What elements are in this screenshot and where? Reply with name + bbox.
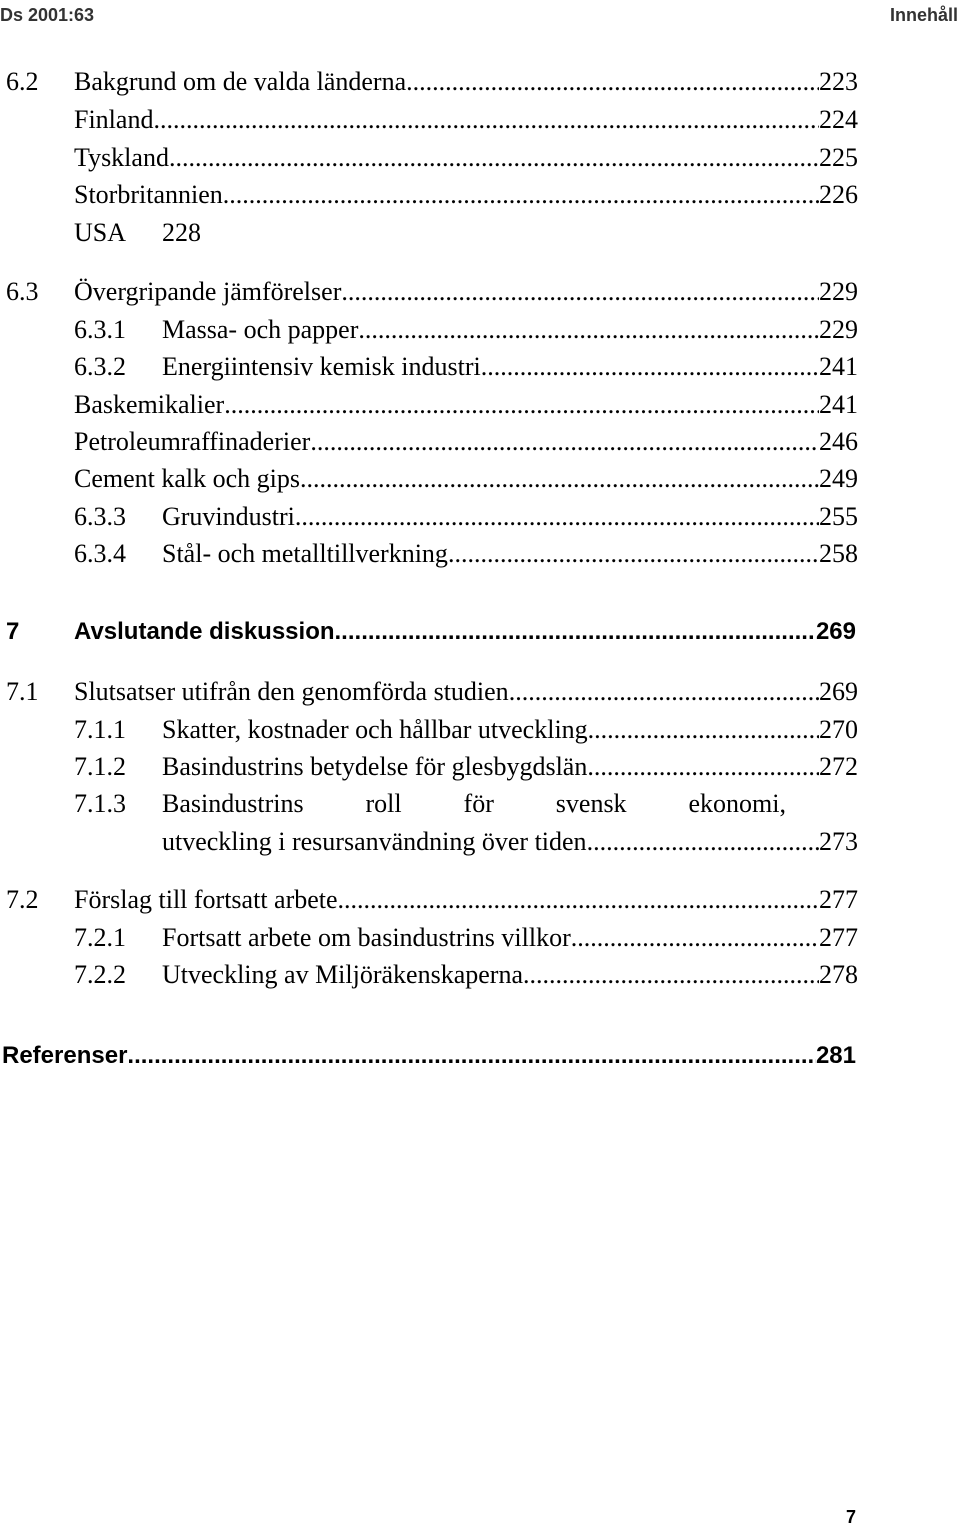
toc-entry-page: 281: [815, 1042, 856, 1069]
toc-entry-title: Cement kalk och gips: [74, 464, 301, 493]
toc-entry-number: 7: [6, 618, 20, 645]
toc-entry-page: 272: [819, 752, 858, 781]
running-header-right: Innehåll: [889, 5, 958, 25]
toc-entry-number: 6.3.4: [74, 539, 126, 568]
title-word: för: [463, 789, 494, 818]
toc-entry-page: 273: [819, 827, 858, 856]
toc-entry-page: 224: [819, 105, 858, 134]
dot-leader: [588, 712, 819, 748]
toc-entry-title: Skatter, kostnader och hållbar utveckling: [162, 715, 588, 744]
toc-entry-title: Petroleumraffinaderier: [74, 427, 311, 456]
toc-entry-title: Energiintensiv kemisk industri: [162, 352, 481, 381]
toc-entry-number: 7.2.2: [74, 960, 126, 989]
toc-entry-page: 277: [819, 923, 858, 952]
toc-entry-number: 7.1.2: [74, 752, 126, 781]
toc-entry-title: Stål- och metalltillverkning: [162, 539, 448, 568]
dot-leader: [406, 64, 819, 100]
dot-leader: [295, 499, 819, 535]
toc-entry-page: 226: [819, 180, 858, 209]
toc-entry-title: Baskemikalier: [74, 390, 225, 419]
toc-entry-page: 269: [815, 618, 856, 645]
dot-leader: [335, 614, 816, 650]
toc-entry-number: 7.1.1: [74, 715, 126, 744]
toc-entry-page: 277: [819, 885, 858, 914]
dot-leader: [587, 749, 819, 785]
toc-entry-number: 6.2: [6, 67, 39, 96]
toc-entry-number: 6.3.1: [74, 315, 126, 344]
toc-entry-title: Basindustrins betydelse för glesbygdslän: [162, 752, 588, 781]
dot-leader: [300, 461, 819, 497]
toc-entry-title: Bakgrund om de valda länderna: [74, 67, 407, 96]
toc-entry-page: 229: [819, 277, 858, 306]
dot-leader: [481, 349, 819, 385]
toc-entry-page: 241: [819, 390, 858, 419]
dot-leader: [169, 140, 819, 176]
toc-entry-page: 258: [819, 539, 858, 568]
title-word: svensk: [555, 789, 627, 818]
toc-entry-title: Referenser: [2, 1042, 128, 1069]
dot-leader: [127, 1038, 816, 1074]
toc-entry-page: 269: [819, 677, 858, 706]
toc-entry-number: 7.2.1: [74, 923, 126, 952]
toc-entry-page: 255: [819, 502, 858, 531]
toc-entry-title: Storbritannien: [74, 180, 223, 209]
title-word: Basindustrins: [162, 789, 304, 818]
toc-entry-page: 249: [819, 464, 858, 493]
toc-entry-number: 6.3.3: [74, 502, 126, 531]
page-number: 7: [845, 1507, 856, 1527]
title-word: roll: [365, 789, 402, 818]
toc-entry-title: Slutsatser utifrån den genomförda studien: [74, 677, 509, 706]
toc-entry-title: Tyskland: [74, 143, 169, 172]
toc-entry-number: 7.1.3: [74, 789, 126, 818]
toc-entry-page: 241: [819, 352, 858, 381]
toc-entry-title: Finland: [74, 105, 154, 134]
toc-entry-page: 246: [819, 427, 858, 456]
toc-entry-title: Fortsatt arbete om basindustrins villkor: [162, 923, 571, 952]
toc-entry-number: 7.1: [6, 677, 39, 706]
running-header-left: Ds 2001:63: [0, 5, 95, 25]
dot-leader: [587, 824, 819, 860]
toc-entry-title: USA: [74, 218, 127, 247]
dot-leader: [448, 536, 819, 572]
toc-entry-title: Förslag till fortsatt arbete: [74, 885, 338, 914]
dot-leader: [223, 177, 819, 213]
toc-entry-title-line1: [162, 786, 786, 822]
dot-leader: [153, 102, 819, 138]
toc-entry-number: 6.3.2: [74, 352, 126, 381]
dot-leader: [310, 424, 819, 460]
toc-entry-page: 229: [819, 315, 858, 344]
toc-entry-number: 7.2: [6, 885, 39, 914]
dot-leader: [338, 882, 819, 918]
dot-leader: [341, 274, 819, 310]
dot-leader: [571, 920, 819, 956]
toc-entry-page: 270: [819, 715, 858, 744]
title-word: ekonomi,: [688, 789, 786, 818]
toc-entry-page: 278: [819, 960, 858, 989]
toc-entry-title: Avslutande diskussion: [74, 618, 335, 645]
toc-entry-title-line2: utveckling i resursanvändning över tiden: [162, 827, 587, 856]
dot-leader: [509, 674, 819, 710]
toc-entry-title: Gruvindustri: [162, 502, 295, 531]
dot-leader: [523, 957, 819, 993]
toc-entry-page: 228: [162, 218, 201, 247]
toc-entry-title: Massa- och papper: [162, 315, 359, 344]
dot-leader: [224, 387, 819, 423]
dot-leader: [358, 312, 819, 348]
toc-entry-title: Övergripande jämförelser: [74, 277, 342, 306]
toc-entry-page: 223: [819, 67, 858, 96]
toc-entry-number: 6.3: [6, 277, 39, 306]
toc-entry-page: 225: [819, 143, 858, 172]
toc-entry-title: Utveckling av Miljöräkenskaperna: [162, 960, 523, 989]
